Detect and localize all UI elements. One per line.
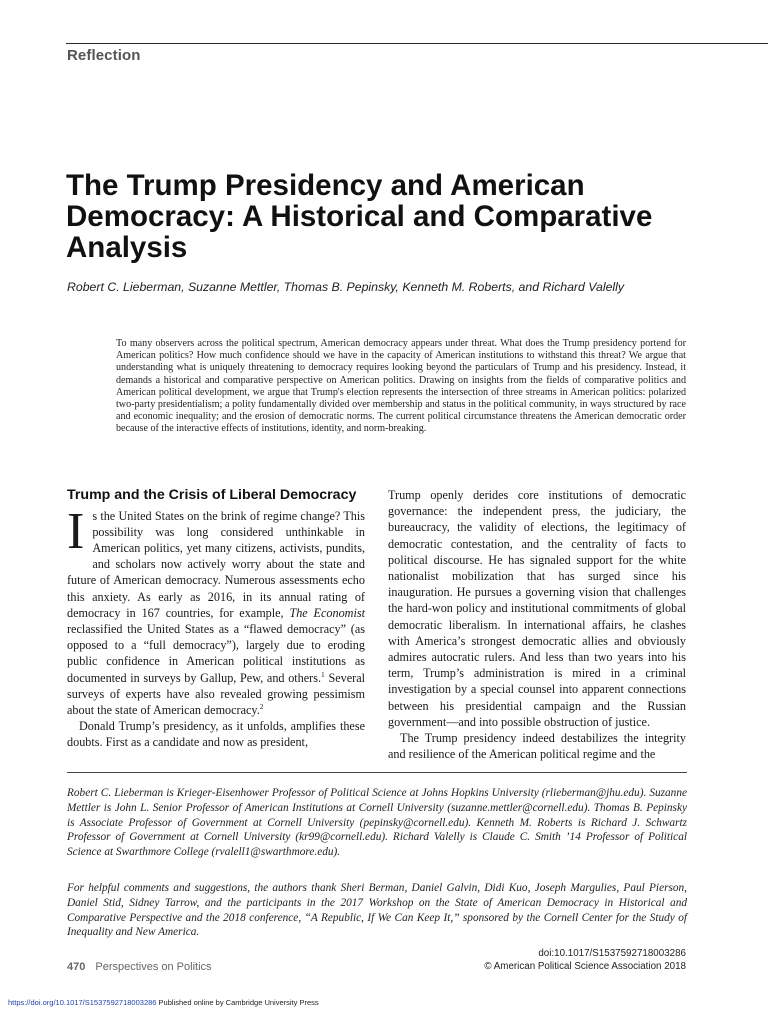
footnote-ref[interactable]: 1 (321, 669, 325, 679)
body-paragraph: Donald Trump’s presidency, as it unfolds, amplifies these doubts. First as a candidate and now as president, (67, 719, 365, 750)
acknowledgments: For helpful comments and suggestions, the authors thank Sheri Berman, Daniel Galvin, Didi Kuo, Joseph Margulies, Paul Pierson, Daniel Stid, Sidney Tarrow, and the participants in the 2017 Workshop on the State of American Democracy in Historical and Comparative Perspective and the 2018 conference, “A Republic, If We Can Keep It,” sponsored by the Cornell Center for the Study of Inequality and New America. (67, 882, 687, 939)
journal-name: Perspectives on Politics (95, 961, 212, 973)
drop-cap: I (67, 502, 85, 560)
copyright: © American Political Science Association 2018 (484, 961, 686, 972)
footnote-ref[interactable]: 2 (259, 701, 264, 711)
section-heading: Trump and the Crisis of Liberal Democracy (67, 487, 357, 503)
page-footer (67, 961, 212, 973)
body-text: Several surveys of experts have also revealed growing pessimism about the state of American democracy. (67, 670, 365, 717)
doi-link[interactable]: https://doi.org/10.1017/S1537592718003286 (8, 998, 157, 1007)
page-number: 470 (67, 961, 86, 973)
body-column-right (388, 487, 686, 762)
body-paragraph: Trump openly derides core institutions of democratic governance: the independent press, the judiciary, the bureaucracy, the validity of elections, the legitimacy of democratic contestation, and the centrality of facts to political discourse. He has signaled support for the white nationalist mobilization that has surged since his inauguration. He pursues a governing vision that challenges the hard-won policy and institutional commitments of global democratic liberalism. In international affairs, he clashes with America’s strongest democratic allies and obviously admires autocratic rulers. And less than two years into his term, Trump’s administration is mired in a criminal investigation by a special counsel into apparent connections between his presidential campaign and the Russian government—and into possible obstruction of justice. (388, 488, 686, 729)
article-title: The Trump Presidency and American Democracy: A Historical and Comparative Analysis (66, 169, 653, 264)
article-authors: Robert C. Lieberman, Suzanne Mettler, Thomas B. Pepinsky, Kenneth M. Roberts, and Richard Valelly (67, 280, 625, 294)
body-text: reclassified the United States as a “flawed democracy” (as opposed to a “full democracy”), largely due to eroding public confidence in American political institutions as documented in surveys by Gallup, Pew, and others. (67, 621, 365, 685)
footnote-rule (67, 772, 687, 773)
author-bios: Robert C. Lieberman is Krieger-Eisenhower Professor of Political Science at Johns Hopkins University (rlieberman@jhu.edu). Suzanne Mettler is John L. Senior Professor of American Institutions at Cornell University (suzanne.mettler@cornell.edu). Thomas B. Pepinsky is Associate Professor of Government at Cornell University (pepinsky@cornell.edu). Kenneth M. Roberts is Richard J. Schwartz Professor of Government at Cornell University (kr99@cornell.edu). Richard Valelly is Claude C. Smith ’14 Professor of Political Science at Swarthmore College (rvalell1@swarthmore.edu). (67, 787, 687, 859)
body-paragraph (67, 502, 365, 719)
body-text: s the United States on the brink of regime change? This possibility was long considered unthinkable in American politics, yet many citizens, activists, pundits, and scholars now actively worry about the state and future of American democracy. Numerous assessments echo this anxiety. As early as 2016, in its annual rating of democracy in 167 countries, for example, (67, 508, 365, 620)
abstract: To many observers across the political spectrum, American democracy appears under threat. What does the Trump presidency portend for American politics? How much confidence should we have in the capacity of American institutions to withstand this threat? We argue that understanding what is uniquely threatening to democracy requires looking beyond the particulars of Trump and his presidency. Instead, it demands a historical and comparative perspective on American politics. Drawing on insights from the fields of comparative politics and American political development, we argue that Trump's election represents the intersection of three streams in American politics: polarized two-party presidentialism; a polity fundamentally divided over membership and status in the political community, in ways structured by race and economic inequality; and the erosion of democratic norms. The current political circumstance threatens the American democratic order because of the interactive effects of institutions, identity, and norm-breaking. (116, 338, 686, 435)
publisher-note: Published online by Cambridge University Press (156, 998, 319, 1007)
body-paragraph: The Trump presidency indeed destabilizes the integrity and resilience of the American political regime and the (388, 731, 686, 762)
bottom-citation-line (8, 998, 319, 1007)
body-column-left (67, 487, 365, 751)
publication-title: The Economist (289, 605, 365, 620)
section-label: Reflection (67, 47, 141, 64)
header-rule (66, 43, 768, 44)
doi: doi:10.1017/S1537592718003286 (538, 948, 686, 959)
